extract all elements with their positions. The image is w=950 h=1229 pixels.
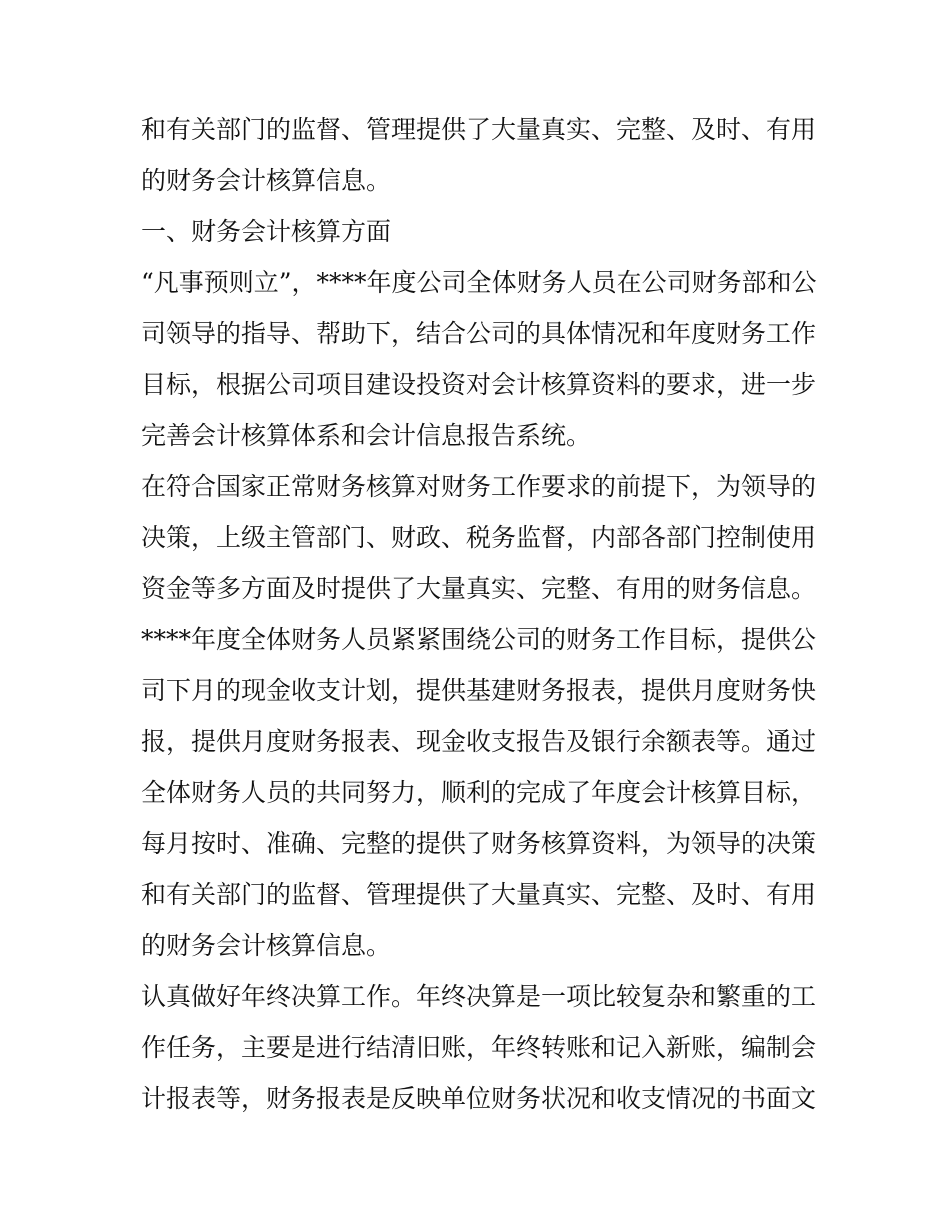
text-line: “凡事预则立”，****年度公司全体财务人员在公司财务部和公 bbox=[141, 268, 817, 297]
text-line: 认真做好年终决算工作。年终决算是一项比较复杂和繁重的工 bbox=[141, 982, 817, 1011]
text-line: 作任务，主要是进行结清旧账，年终转账和记入新账，编制会 bbox=[141, 1033, 817, 1062]
text-line: 报，提供月度财务报表、现金收支报告及银行余额表等。通过 bbox=[141, 727, 817, 756]
text-line: 计报表等，财务报表是反映单位财务状况和收支情况的书面文 bbox=[141, 1084, 817, 1113]
text-line: 和有关部门的监督、管理提供了大量真实、完整、及时、有用 bbox=[141, 115, 817, 144]
section-heading: 一、财务会计核算方面 bbox=[141, 217, 392, 246]
document-body bbox=[141, 104, 817, 1124]
text-line: 全体财务人员的共同努力，顺利的完成了年度会计核算目标， bbox=[141, 778, 817, 807]
text-line: ****年度全体财务人员紧紧围绕公司的财务工作目标，提供公 bbox=[141, 625, 817, 654]
text-line: 的财务会计核算信息。 bbox=[141, 931, 392, 960]
text-line: 的财务会计核算信息。 bbox=[141, 166, 392, 195]
text-line: 每月按时、准确、完整的提供了财务核算资料，为领导的决策 bbox=[141, 829, 817, 858]
text-line: 资金等多方面及时提供了大量真实、完整、有用的财务信息。 bbox=[141, 574, 817, 603]
text-line: 和有关部门的监督、管理提供了大量真实、完整、及时、有用 bbox=[141, 880, 817, 909]
text-line: 完善会计核算体系和会计信息报告系统。 bbox=[141, 421, 592, 450]
text-line: 司下月的现金收支计划，提供基建财务报表，提供月度财务快 bbox=[141, 676, 817, 705]
text-line: 司领导的指导、帮助下，结合公司的具体情况和年度财务工作 bbox=[141, 319, 817, 348]
text-line: 决策，上级主管部门、财政、税务监督，内部各部门控制使用 bbox=[141, 523, 817, 552]
text-line: 目标，根据公司项目建设投资对会计核算资料的要求，进一步 bbox=[141, 370, 817, 399]
text-line: 在符合国家正常财务核算对财务工作要求的前提下，为领导的 bbox=[141, 472, 817, 501]
